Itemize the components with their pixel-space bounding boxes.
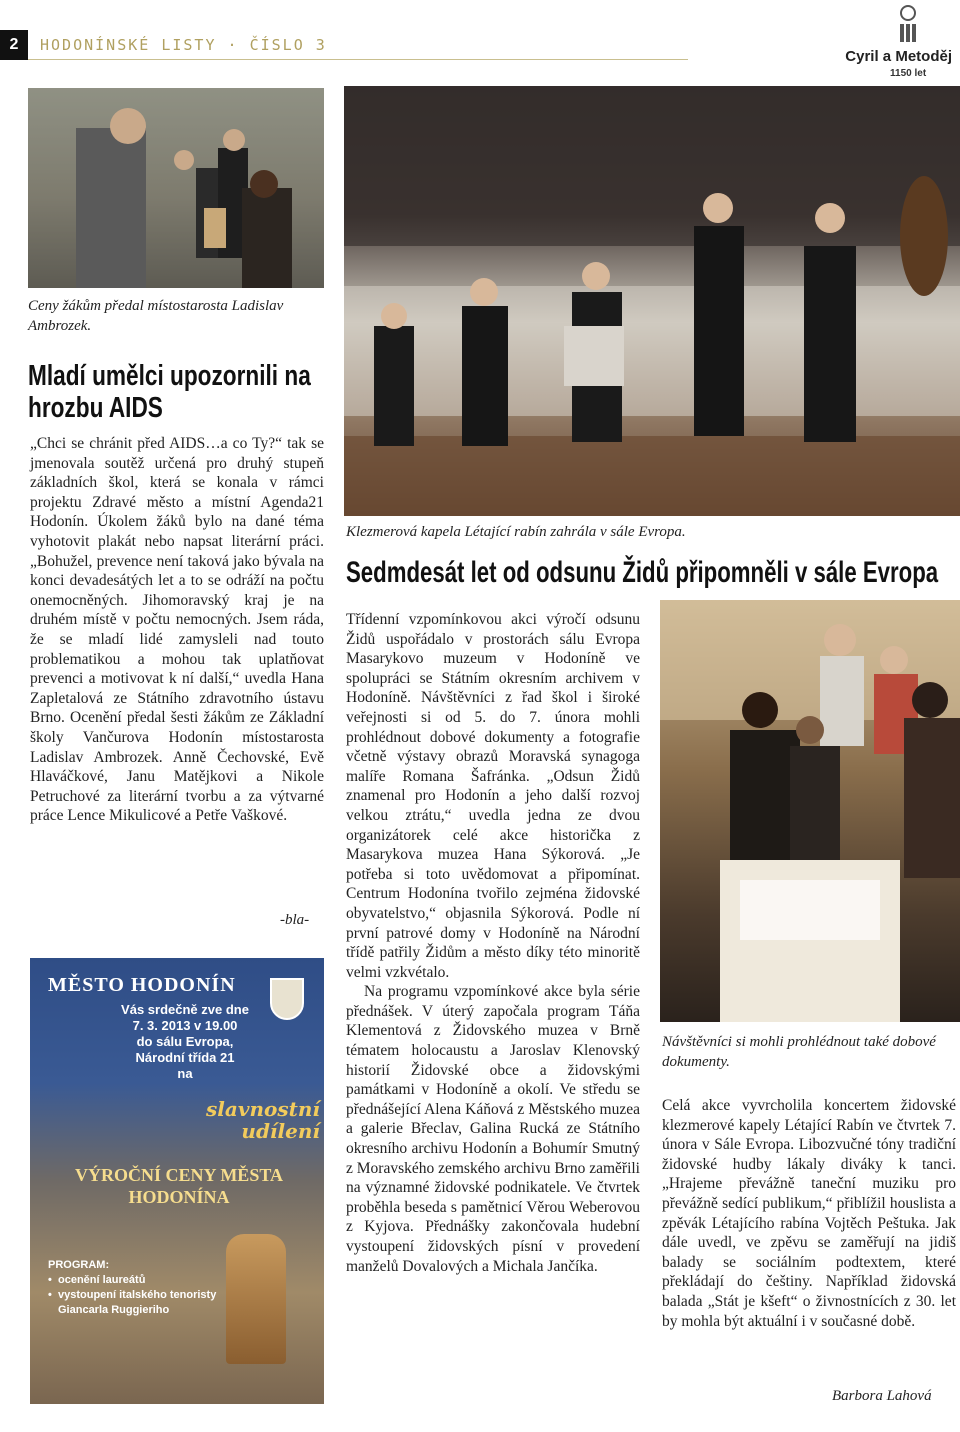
awards-photo (28, 88, 324, 288)
poster-invite-line: Národní třída 21 (135, 1050, 235, 1065)
visitors-photo (660, 600, 960, 1022)
poster-script-title (200, 1098, 320, 1142)
poster-program-item-text: vystoupení italského tenoristy (58, 1289, 217, 1301)
aids-article-body (30, 434, 324, 826)
poster-invite-line: na (177, 1066, 193, 1081)
logo-subtitle: 1150 let (890, 68, 927, 79)
visitors-photo-illustration (660, 600, 960, 1022)
concert-photo-illustration (344, 86, 960, 516)
poster-invite-line: 7. 3. 2013 v 19.00 (132, 1018, 238, 1033)
aids-headline-line1: Mladí umělci upozornili na (28, 360, 311, 392)
page-number: 2 (0, 30, 28, 60)
aids-headline-line2: hrozbu AIDS (28, 392, 163, 424)
awards-photo-caption: Ceny žákům předal místostarosta Ladislav Ambrozek. (28, 298, 284, 334)
poster-program-item: • ocenění laureátů (48, 1273, 216, 1288)
poster-invitation (110, 1002, 260, 1082)
poster-script-line: udílení (241, 1119, 320, 1143)
logo-mark-icon (896, 4, 920, 44)
odsun-paragraph-1: Třídenní vzpomínkovou akci výročí odsunu Židů uspořádalo v prostorách sálu Evropa Masarykovo muzeum v Hodoníně ve spolupráci se Státním okresním archivem v Hodoníně. Návštěvníci z řad škol i široké veřejnosti si od 5. do 7. února mohli prohlédnout dobové dokumenty a fotografie včetně výstavy obrazů Moravská synagoga malíře Romana Šafránka. „Odsun Židů znamenal pro Hodonín a jeho další rozvoj velkou ztrátu,“ uvedla jedna ze dvou organizátorek celé akce historička z Masarykova muzea Hana Sýkorová. „Je potřeba si toto uvědomovat a připomínat. Centrum Hodonína tvořilo zejména židovské obyvatelstvo,“ objasnila Sýkorová. Podle ní první patrové domy v Hodoníně na Národní třídě patřily Židům a město díky této minoritě velmi vzkvétalo. (346, 611, 640, 981)
poster-program-title: PROGRAM: (48, 1259, 110, 1271)
aids-article-paragraph: „Chci se chránit před AIDS…a co Ty?“ tak se jmenovala soutěž určená pro druhý stupeň základních škol, která se konala v rámci projektu Zdravé město a místní Agenda21 Hodonín. Úkolem žáků bylo na dané téma vyhotovit plakát nebo napsat literární práci. „Bohužel, prevence není taková jako bývala na konci devadesátých let a to se odráží na počtu onemocněných. Jihomoravský kraj je na druhém místě v počtu nemocných. Jsem ráda, že se mladí lidé zamysleli nad touto problematikou a mohou tak uplatňovat prevenci a motivovat k ní další,“ uvedla Hana Zapletalová ze Státního zdravotního ústavu Brno. Ocenění předal šesti žákům ze Základní školy Vančurova Hodonín místostarosta Ladislav Ambrozek. Anně Čechovské, Evě Hlaváčkové, Janu Matějkovi a Nikole Petruchové za literární tvorbu a za výtvarné práce Lence Mikulicové a Petře Vaškové. (30, 435, 324, 825)
concert-photo-caption: Klezmerová kapela Létající rabín zahrála v sále Evropa. (346, 524, 686, 540)
concert-paragraph-block (662, 1096, 956, 1331)
annual-award-poster (30, 958, 324, 1404)
concert-photo (344, 86, 960, 516)
poster-city: MĚSTO HODONÍN (48, 974, 236, 996)
poster-headline-line: HODONÍNA (128, 1187, 230, 1207)
page-header (0, 30, 680, 60)
aids-headline (28, 360, 332, 424)
poster-program-item (48, 1288, 216, 1318)
poster-program-list (48, 1273, 216, 1318)
aids-article-signature: -bla- (280, 912, 310, 928)
odsun-paragraph-2: Na programu vzpomínkové akce byla série přednášek. V úterý započala program Táňa Klementová z Židovského muzea v Brně tématem holocaustu a Jaroslav Klenovský historií Židovské obce a židovskými památkami v Hodoníně a okolí. Ve středu se přednášející Alena Káňová z Městského muzea a galerie Břeclav, Galina Rucká ze Státního okresního archivu Hodonín a Bohumír Smutný z Moravského zemského archivu Brno zaměřili na významné židovské podnikatele. Ve čtvrtek proběhla beseda s pamětnicí Věrou Weberovou z Kyjova. Přednášky zakončovala hudební vystoupení židovských písní v provedení manželů Dovalových a Michala Jančíka. (346, 983, 640, 1275)
award-statue-image (226, 1234, 286, 1364)
cyril-metodej-logo (840, 4, 960, 82)
odsun-paragraph-3: Celá akce vyvrcholila koncertem židovské klezmerové kapely Létající Rabín ve čtvrtek 7. února v Sále Evropa. Libozvučné tóny tradiční židovské hudby lákaly diváky k tanci. „Hrajeme převážně taneční muziku pro převážně sedící publikum,“ přiblížil houslista a zpěvák Létajícího rabína Vojtěch Peštuka. Jak dále uvedl, ve zpěvu se zaměřují na jidiš balady se sociálním podtextem, které překládají do češtiny. Například židovská balada „Stát je kšeft“ o živnostnících z 30. let by mohla být aktuální i v současné době. (662, 1097, 956, 1330)
poster-invite-line: do sálu Evropa, (136, 1034, 234, 1049)
odsun-article-signature: Barbora Lahová (832, 1388, 932, 1404)
awards-photo-illustration (28, 88, 324, 288)
visitors-photo-caption: Návštěvníci si mohli prohlédnout také dobové dokumenty. (662, 1034, 936, 1070)
city-crest-icon (270, 978, 304, 1020)
odsun-headline: Sedmdesát let od odsunu Židů připomněli v sále Evropa (346, 556, 939, 589)
poster-headline-line: VÝROČNÍ CENY MĚSTA (74, 1165, 283, 1185)
logo-name: Cyril a Metoděj (845, 48, 952, 65)
header-rule (28, 59, 688, 60)
odsun-article-body (346, 610, 640, 1276)
poster-invite-line: Vás srdečně zve dne (121, 1002, 249, 1017)
poster-program (48, 1258, 216, 1318)
poster-program-item-text: Giancarla Ruggieriho (58, 1304, 170, 1316)
poster-headline (44, 1164, 314, 1208)
publication-title: HODONÍNSKÉ LISTY · ČÍSLO 3 (40, 36, 327, 54)
poster-script-line: slavnostní (206, 1097, 320, 1121)
